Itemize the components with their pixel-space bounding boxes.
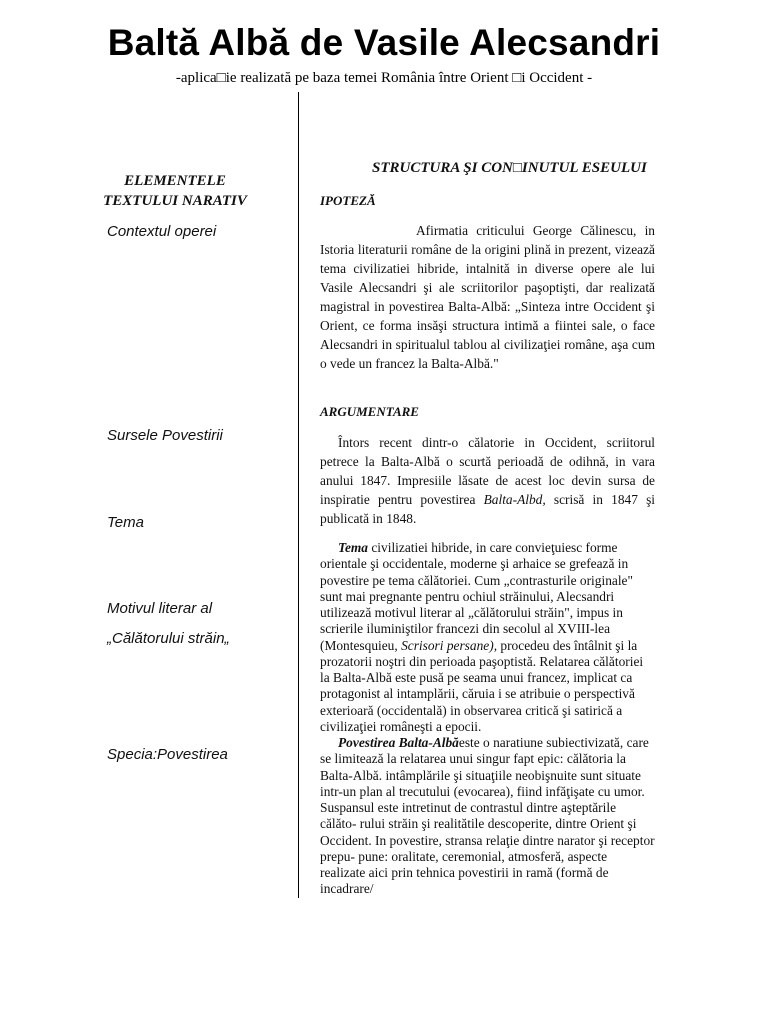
ipoteza-label: IPOTEZĂ xyxy=(320,193,376,208)
left-heading-line1: ELEMENTELE xyxy=(124,173,226,189)
argumentare-paragraph-3: Povestirea Balta-Albăeste o naratiune subiectivizată, care se limitează la relatarea unui singur fapt epic: călătoria la Balta-Albă. intâmplările şi situaţiile neobişnuite sunt situate intr-un plan al trecutului (evocarea), fiind infăţişate cu umor. Suspansul este intretinut de contrastul dintre aşteptările călăto- rului străin şi realitătile descoperite, dintre Orient şi Occident. In povestire, stransa relaţie dintre narator şi receptor prepu- pune: oralitate, ceremonial, atmosferă, aspecte realizate aici prin tehnica povestirii in ramă (formă de incadrare/ xyxy=(320,735,655,897)
column-divider xyxy=(298,92,299,898)
left-column-heading xyxy=(82,171,268,211)
label-contextul-operei: Contextul operei xyxy=(107,223,217,240)
label-sursele-povestirii: Sursele Povestirii xyxy=(107,427,223,444)
ipoteza-paragraph: Afirmatia criticului George Călinescu, in Istoria literaturii române de la origini plină in prezent, vizează tema civilizatiei hibride, intalnită in diverse opere ale lui Vasile Alecsandri şi ale scriitorilor paşoptişti, dar realizată magistral in povestirea Balta-Albă: „Sinteza intre Occident şi Orient, ce forma insăşi structura intimă a fiintei sale, o face Alecsandri in spiritualul tablou al civilizaţiei române, aşa cum o vede un francez la Balta-Albă." xyxy=(320,223,655,371)
page-title: Baltă Albă de Vasile Alecsandri xyxy=(107,22,661,63)
subtitle: -aplica□ie realizată pe baza temei România între Orient □i Occident - xyxy=(175,70,593,86)
argumentare-paragraph-2: Tema civilizatiei hibride, in care convieţuiesc forme orientale şi occidentale, moderne şi arhaice se grefează in povestire pe tema călătoriei. Cum „contrasturile originale" sunt mai pregnante pentru ochiul străinului, Alecsandri utilizează motivul literar al „călătorului străin", impus in scrierile iluminiştilor francezi din secolul al XVIII-lea (Montesquieu, Scrisori persane), procedeu des întâlnit şi la prozatorii noştri din perioada paşoptistă. Relatarea călătoriei la Balta-Albă este pusă pe seama unui francez, implicat ca protagonist al intamplării, căruia i se atribuie o perspectivă exterioară (occidentală) in observarea critică şi satirică a civilizaţiei româneşti a epocii. xyxy=(320,540,644,734)
label-motivul-line1: Motivul literar al xyxy=(107,600,213,617)
argumentare-paragraph-1: Întors recent dintr-o călatorie in Occident, scriitorul petrece la Balta-Albă o scurtă perioadă de odihnă, in vara anului 1847. Impresiile lăsate de acest loc devin sursa de inspiratie pentru povestirea Balta-Albd, scrisă in 1847 şi publicată in 1848. xyxy=(320,435,656,526)
label-motivul-line2: „Călătorului străin„ xyxy=(107,630,230,647)
left-heading-line2: TEXTULUI NARATIV xyxy=(103,193,247,209)
label-motivul-literar xyxy=(107,598,230,650)
right-column-title: STRUCTURA ŞI CON□INUTUL ESEULUI xyxy=(372,160,647,176)
argumentare-label: ARGUMENTARE xyxy=(320,404,419,419)
label-specia: Specia:Povestirea xyxy=(107,746,228,763)
label-tema: Tema xyxy=(107,514,144,531)
